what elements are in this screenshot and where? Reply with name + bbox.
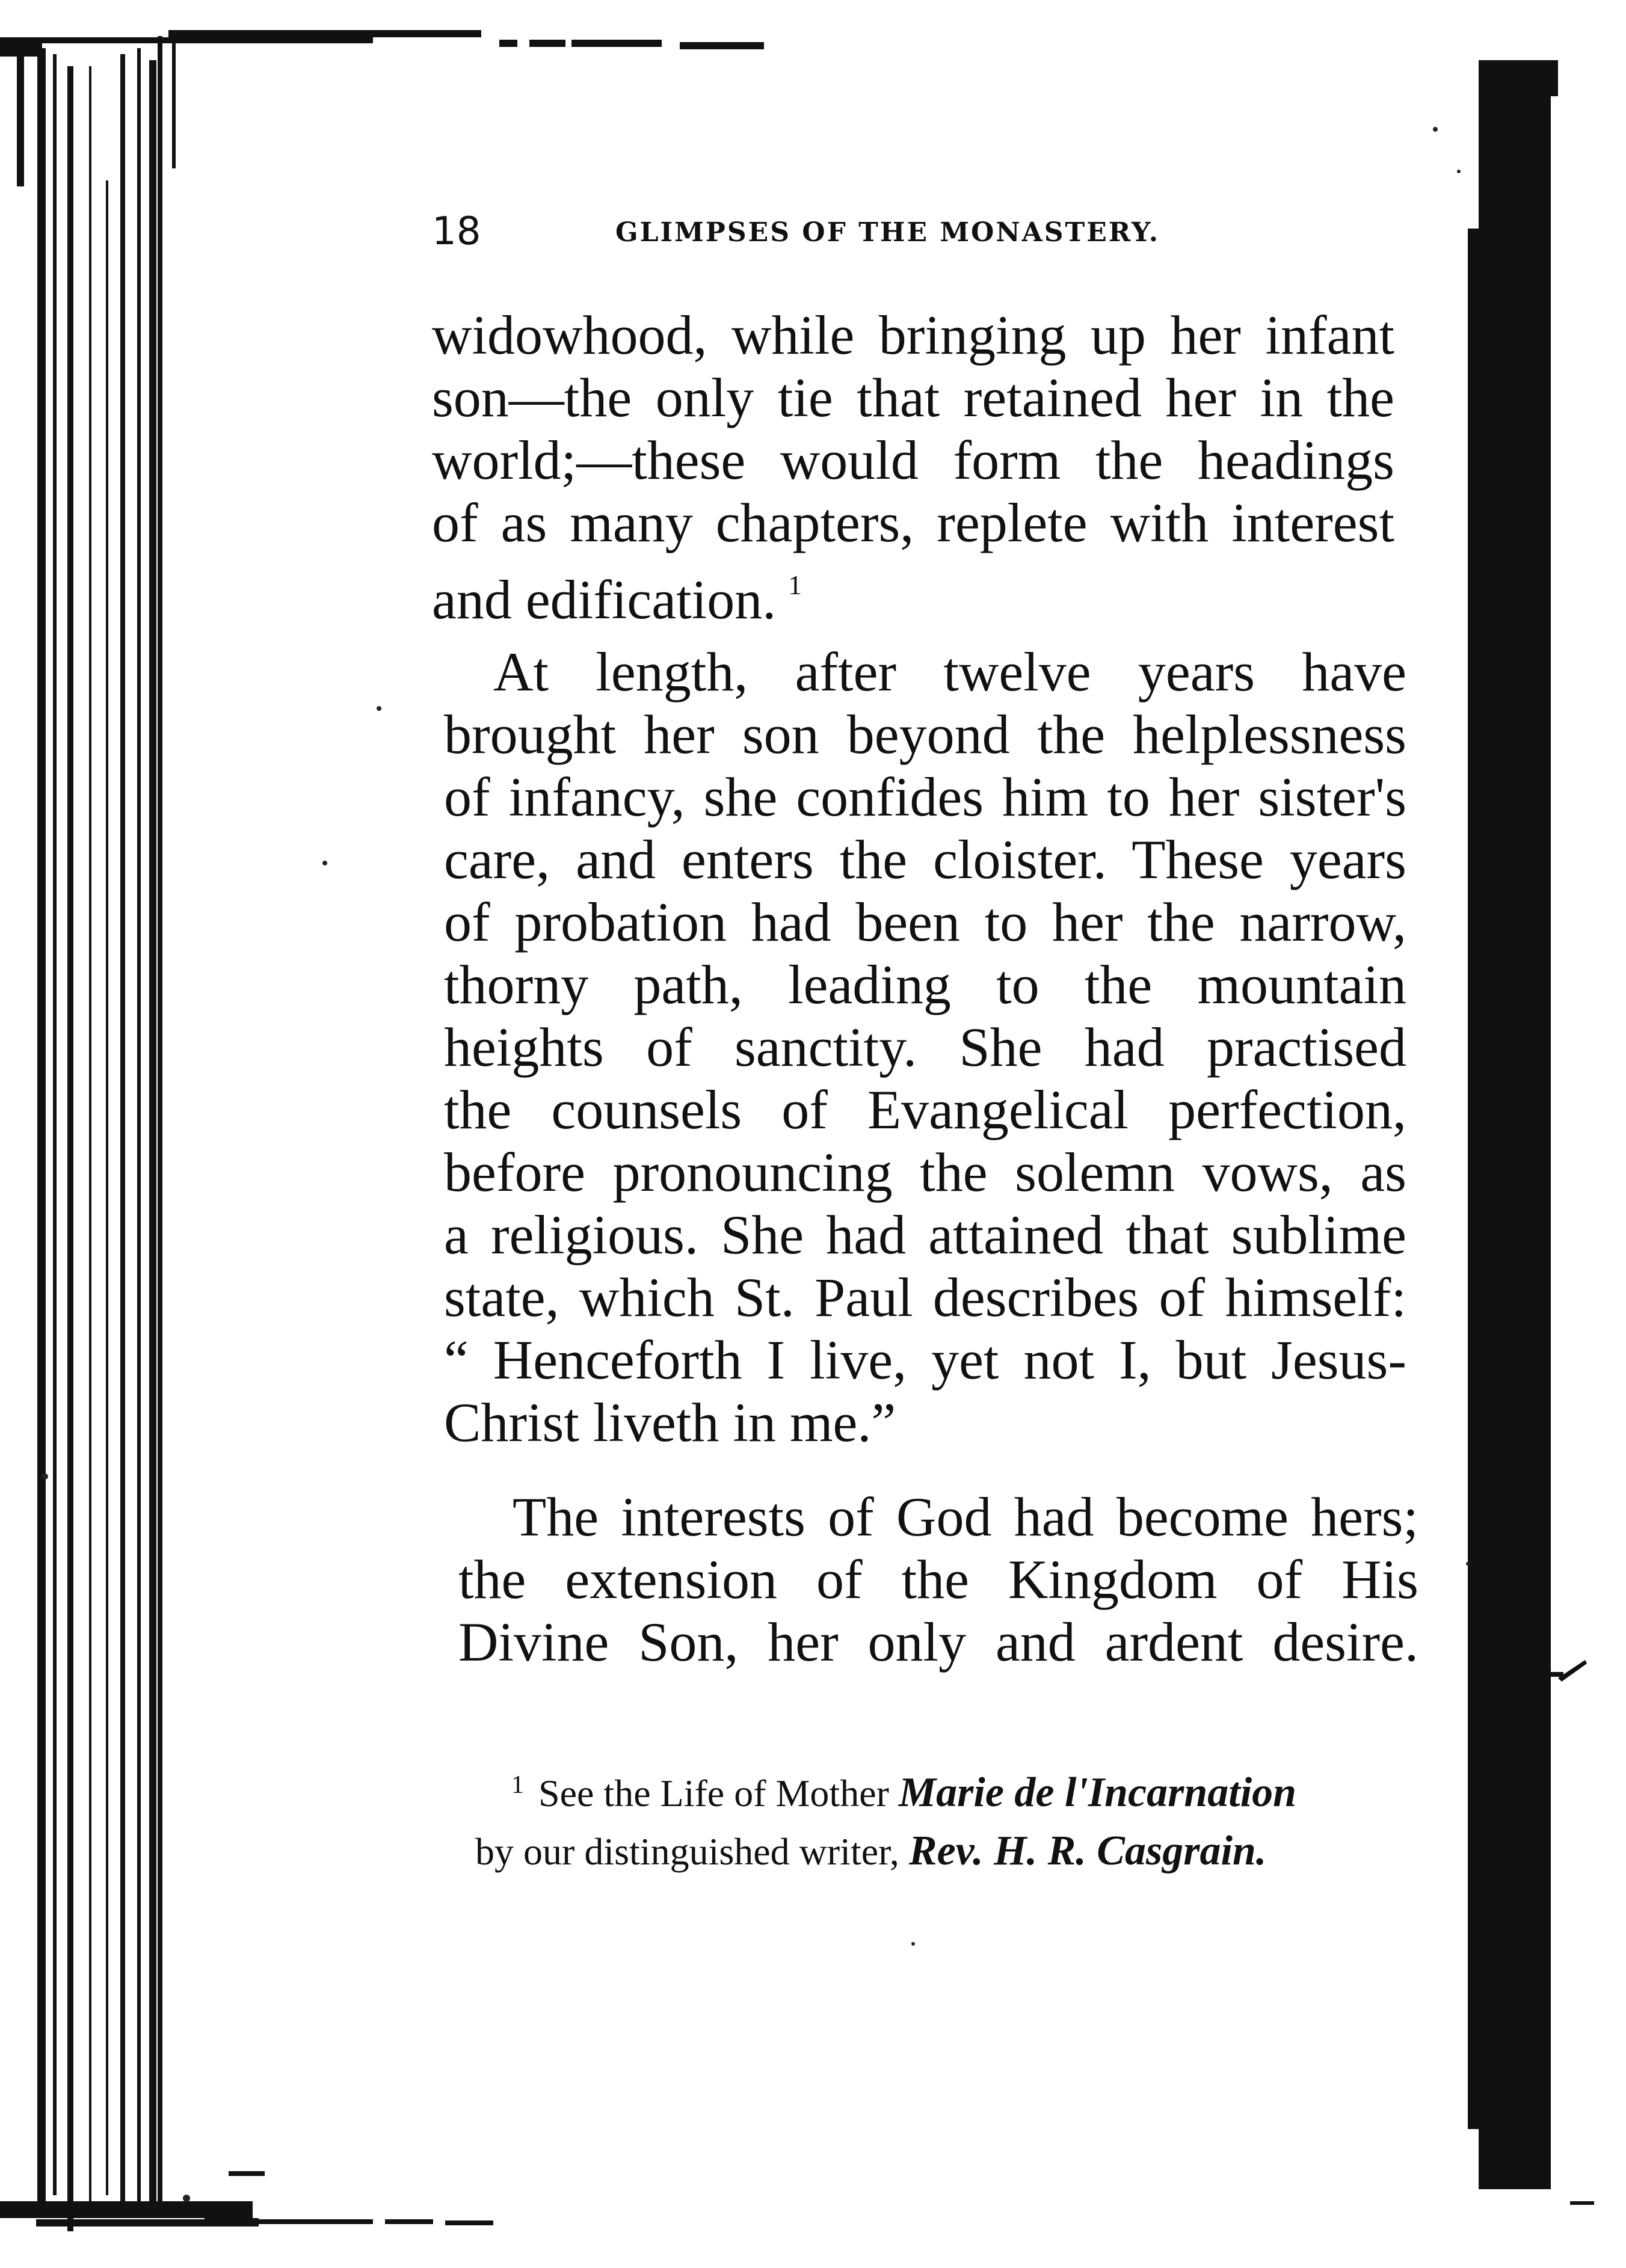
page-header bbox=[432, 204, 1214, 259]
paragraph-line: of infancy, she confides him to her sister's bbox=[444, 766, 1406, 828]
footnote-italic-title: Marie de l'Incarnation bbox=[898, 1769, 1297, 1816]
paragraph-line: of probation had been to her the narrow, bbox=[444, 891, 1406, 953]
paragraph-line: a religious. She had attained that sublime bbox=[444, 1204, 1406, 1265]
footnote-line-2 bbox=[475, 1822, 1417, 1881]
paragraph-line: Divine Son, her only and ardent desire. bbox=[458, 1611, 1418, 1673]
paragraph-1 bbox=[432, 304, 1394, 631]
paragraph-line: state, which St. Paul describes of himself: bbox=[444, 1267, 1406, 1328]
left-binding bbox=[0, 36, 265, 2231]
footnote-reference: 1 bbox=[788, 570, 802, 600]
paragraph-line: “ Henceforth I live, yet not I, but Jesus- bbox=[444, 1329, 1406, 1391]
paragraph-line: brought her son beyond the helplessness bbox=[444, 704, 1406, 765]
paragraph-line bbox=[432, 554, 1394, 631]
footnote bbox=[475, 1756, 1417, 1881]
running-head: GLIMPSES OF THE MONASTERY. bbox=[615, 217, 1160, 248]
footnote-text-2: by our distinguished writer, bbox=[475, 1830, 899, 1873]
footnote-italic-author: Rev. H. R. Casgrain. bbox=[908, 1828, 1267, 1874]
paragraph-line: world;—these would form the headings bbox=[432, 429, 1394, 491]
paragraph-2 bbox=[444, 641, 1406, 1454]
paragraph-line: thorny path, leading to the mountain bbox=[444, 954, 1406, 1015]
top-edge-marks bbox=[0, 30, 764, 57]
bottom-edge-marks bbox=[241, 2219, 493, 2225]
paragraph-line: the counsels of Evangelical perfection, bbox=[444, 1079, 1406, 1140]
paragraph-line: widowhood, while bringing up her infant bbox=[432, 304, 1394, 366]
paragraph-line: Christ liveth in me.” bbox=[444, 1392, 896, 1453]
footnote-line-1 bbox=[475, 1756, 1417, 1822]
paragraph-line: of as many chapters, replete with interest bbox=[432, 492, 1394, 553]
footnote-mark: 1 bbox=[511, 1771, 524, 1799]
paragraph-line: heights of sanctity. She had practised bbox=[444, 1016, 1406, 1078]
paragraph-line: care, and enters the cloister. These years bbox=[444, 829, 1406, 890]
paragraph-3 bbox=[458, 1486, 1418, 1673]
page-number: 18 bbox=[432, 209, 481, 254]
paragraph-line: the extension of the Kingdom of His bbox=[458, 1549, 1418, 1610]
paragraph-line: The interests of God had become hers; bbox=[513, 1486, 1418, 1547]
right-edge bbox=[1468, 60, 1594, 2205]
paragraph-line-text: and edification. bbox=[432, 569, 777, 630]
paragraph-line: At length, after twelve years have bbox=[493, 641, 1406, 702]
paragraph-line: before pronouncing the solemn vows, as bbox=[444, 1142, 1406, 1203]
paragraph-line: son—the only tie that retained her in the bbox=[432, 367, 1394, 428]
footnote-text-1: See the Life of Mother bbox=[538, 1772, 889, 1815]
